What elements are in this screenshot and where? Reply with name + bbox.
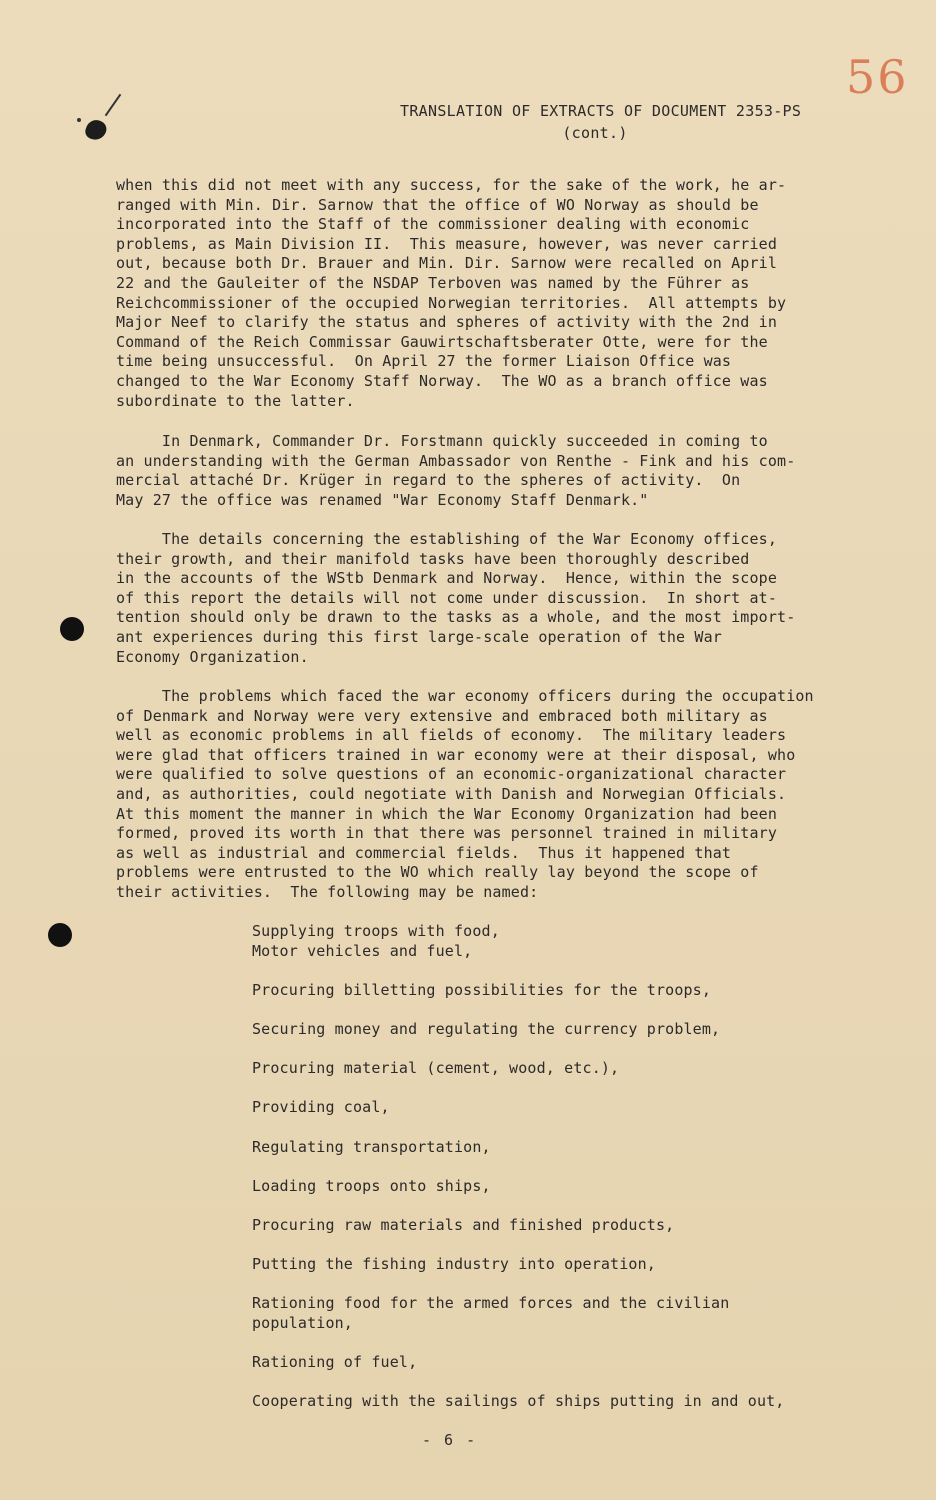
paragraph: The details concerning the establishing of the War Economy offices, their growth, and their manifold tasks have been thoroughly described in the accounts of the WStb Denmark and Norway. Hence, within the scope of this report the details will not come under discussion. In short at- tention should only be drawn to the tasks as a whole, and the most import- ant experiences during this first large-scale operation of the War Economy Organization. <box>116 530 796 666</box>
list-item: Rationing food for the armed forces and the civilian population, <box>252 1294 730 1332</box>
ink-blot <box>83 117 109 143</box>
ink-dot <box>77 118 81 122</box>
page-footer-number: - 6 - <box>422 1431 478 1449</box>
punch-hole <box>60 617 84 641</box>
paragraph: when this did not meet with any success, for the sake of the work, he ar- ranged with Min. Dir. Sarnow that the office of WO Norway as should be incorporated into the Staff of the commissioner dealing with economic problems, as Main Division II. This measure, however, was never carried out, because both Dr. Brauer and Min. Dir. Sarnow were recalled on April 22 and the Gauleiter of the NSDAP Terboven was named by the Führer as Reichcommissioner of the occupied Norwegian territories. All attempts by Major Neef to clarify the status and spheres of activity with the 2nd in Command of the Reich Commissar Gauwirtschaftsberater Otte, were for the time being unsuccessful. On April 27 the former Liaison Office was changed to the War Economy Staff Norway. The WO as a branch office was subordinate to the latter. <box>116 176 787 410</box>
document-header <box>400 100 830 144</box>
list-item: Providing coal, <box>252 1098 390 1117</box>
list-item: Procuring material (cement, wood, etc.), <box>252 1059 620 1078</box>
task-list <box>252 922 852 1431</box>
list-item: Putting the fishing industry into operation, <box>252 1255 656 1274</box>
handwritten-page-number: 56 <box>846 50 909 104</box>
list-item: Regulating transportation, <box>252 1137 491 1156</box>
list-item: Rationing of fuel, <box>252 1353 418 1372</box>
pen-mark <box>105 94 122 116</box>
list-item: Securing money and regulating the currency problem, <box>252 1019 721 1038</box>
document-subtitle: (cont.) <box>562 124 628 142</box>
list-item: Procuring raw materials and finished products, <box>252 1215 675 1234</box>
list-item: Supplying troops with food, Motor vehicles and fuel, <box>252 922 500 960</box>
document-title: TRANSLATION OF EXTRACTS OF DOCUMENT 2353-PS <box>400 102 802 120</box>
paragraph: The problems which faced the war economy officers during the occupation of Denmark and Norway were very extensive and embraced both military as well as economic problems in all fields of economy. The military leaders were glad that officers trained in war economy were at their disposal, who were qualified to solve questions of an economic-organizational character and, as authorities, could negotiate with Danish and Norwegian Officials. At this moment the manner in which the War Economy Organization had been formed, proved its worth in that there was personnel trained in military as well as industrial and commercial fields. Thus it happened that problems were entrusted to the WO which really lay beyond the scope of their activities. The following may be named: <box>116 687 814 901</box>
list-item: Procuring billetting possibilities for the troops, <box>252 980 712 999</box>
list-item: Loading troops onto ships, <box>252 1176 491 1195</box>
paragraph: In Denmark, Commander Dr. Forstmann quickly succeeded in coming to an understanding with the German Ambassador von Renthe - Fink and his com- mercial attaché Dr. Krüger in regard to the spheres of activity. On May 27 the office was renamed "War Economy Staff Denmark." <box>116 432 796 509</box>
punch-hole <box>48 923 72 947</box>
list-item: Cooperating with the sailings of ships putting in and out, <box>252 1392 785 1411</box>
